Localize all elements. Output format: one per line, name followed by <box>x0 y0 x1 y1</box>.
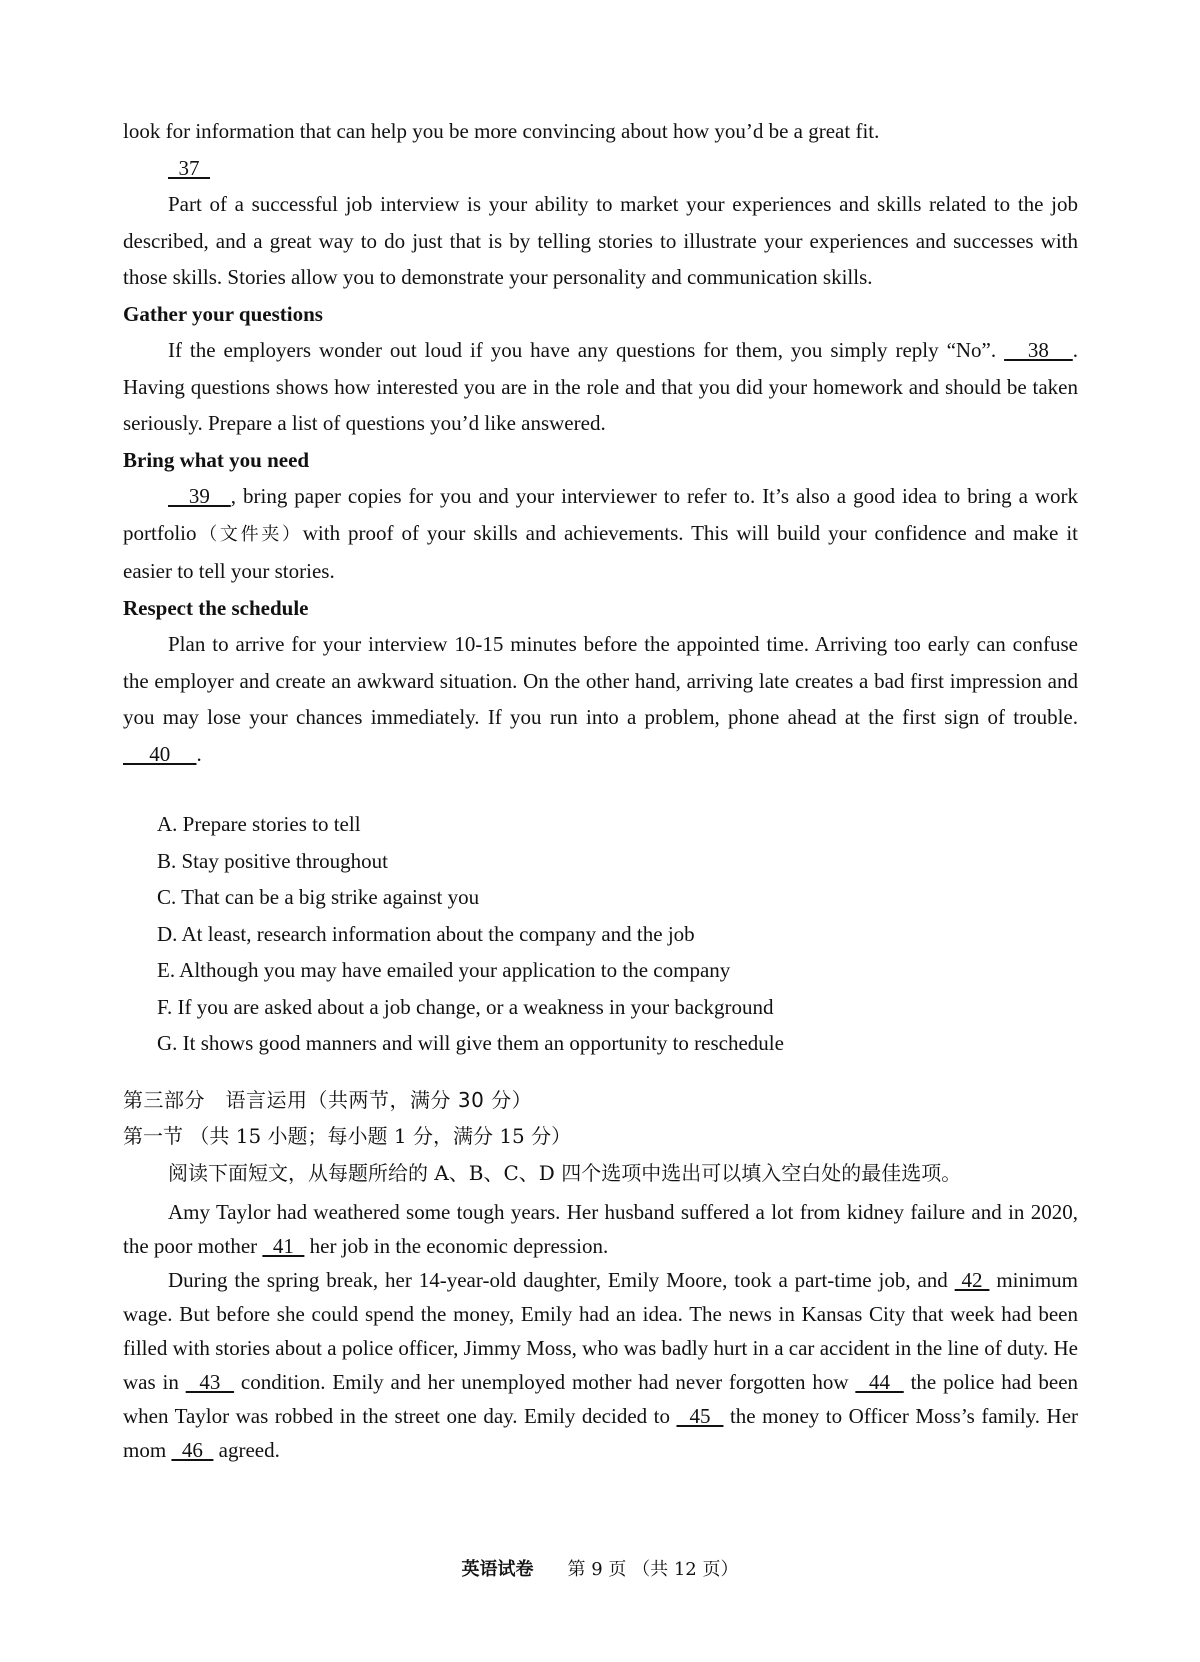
blank-46: 46 <box>171 1438 214 1462</box>
cloze-text-2b: minimum wage. But before she could spend the money, Emily had an idea. The news in Kansas City that week had been filled with stories about a police officer, Jimmy Moss, who was badly hurt in a car accident in the line of duty. He was in <box>123 1268 1078 1394</box>
cloze-paragraph-1 <box>123 1195 1078 1263</box>
blank-43: 43 <box>185 1370 235 1394</box>
blank-44: 44 <box>855 1370 904 1394</box>
part3-section1: 第一节 （共 15 小题；每小题 1 分，满分 15 分） <box>123 1124 572 1148</box>
questions-text-1: If the employers wonder out loud if you have any questions for them, you simply reply “No”. <box>168 338 997 362</box>
options-list <box>157 806 1078 1062</box>
cloze-text-2e: the money to Officer Moss’s family. Her mom <box>123 1404 1079 1462</box>
blank-38: 38 <box>1004 338 1073 362</box>
heading-bring-what-you-need: Bring what you need <box>123 447 310 472</box>
bring-text-1: , bring paper copies for you and your interviewer to refer to. It’s also a good idea to bring a work portfolio <box>123 484 1079 545</box>
option-a: A. Prepare stories to tell <box>157 812 361 836</box>
cloze-text-2d: the police had been when Taylor was robbed in the street one day. Emily decided to <box>123 1370 1079 1428</box>
questions-paragraph <box>123 332 1078 442</box>
schedule-text: Plan to arrive for your interview 10-15 minutes before the appointed time. Arriving too early can confuse the employer and create an awkward situation. On the other hand, arriving late creates a bad first impression and you may lose your chances immediately. If you run into a problem, phone ahead at the first sign of trouble. <box>123 632 1078 729</box>
exam-page <box>123 113 1078 1467</box>
option-e: E. Although you may have emailed your application to the company <box>157 958 731 982</box>
blank-37-line <box>168 150 1078 187</box>
schedule-paragraph <box>123 626 1078 772</box>
bring-paragraph <box>123 478 1078 590</box>
option-d: D. At least, research information about the company and the job <box>157 921 695 946</box>
heading-respect-schedule: Respect the schedule <box>123 595 309 620</box>
portfolio-chinese-gloss: （文件夹） <box>196 523 303 545</box>
heading-gather-questions: Gather your questions <box>123 301 323 326</box>
cloze-text-1a: Amy Taylor had weathered some tough years. Her husband suffered a lot from kidney failure and in 2020, the poor mother <box>123 1200 1078 1258</box>
option-g: G. It shows good manners and will give them an opportunity to reschedule <box>157 1031 784 1055</box>
blank-42: 42 <box>954 1268 990 1292</box>
option-f: F. If you are asked about a job change, or a weakness in your background <box>157 994 774 1019</box>
stories-paragraph: Part of a successful job interview is your ability to market your experiences and skills related to the job described, and a great way to do just that is by telling stories to illustrate your experiences and successes with those skills. Stories allow you to demonstrate your personality and communication skills. <box>123 192 1078 289</box>
blank-45: 45 <box>676 1404 724 1428</box>
part3-instruction: 阅读下面短文，从每题所给的 A、B、C、D 四个选项中选出可以填入空白处的最佳选项。 <box>168 1160 962 1185</box>
footer-page-number: 第 9 页 （共 12 页） <box>567 1559 739 1580</box>
schedule-end: . <box>196 741 202 766</box>
option-b: B. Stay positive throughout <box>157 848 388 873</box>
blank-39: 39 <box>168 484 231 508</box>
intro-paragraph: look for information that can help you be more convincing about how you’d be a great fit. <box>123 119 880 143</box>
page-footer <box>0 1555 1200 1581</box>
footer-subject: 英语试卷 <box>461 1559 534 1580</box>
blank-37: 37 <box>168 155 210 180</box>
cloze-text-2a: During the spring break, her 14-year-old daughter, Emily Moore, took a part-time job, and <box>168 1268 955 1292</box>
part3-title: 第三部分 语言运用（共两节，满分 30 分） <box>123 1087 533 1112</box>
cloze-text-2c: condition. Emily and her unemployed mother had never forgotten how <box>234 1370 856 1394</box>
cloze-text-1b: her job in the economic depression. <box>304 1234 609 1258</box>
blank-40: 40 <box>123 741 197 766</box>
cloze-paragraph-2 <box>123 1263 1078 1467</box>
blank-41: 41 <box>262 1234 305 1258</box>
cloze-text-2f: agreed. <box>213 1438 280 1462</box>
spacer <box>123 772 1078 806</box>
option-c: C. That can be a big strike against you <box>157 885 480 909</box>
bring-text-2: with proof of your skills and achievements. This will build your confidence and make it easier to tell your stories. <box>123 520 1079 583</box>
questions-text-2: . Having questions shows how interested you are in the role and that you did your homework and should be taken seriously. Prepare a list of questions you’d like answered. <box>123 338 1079 435</box>
